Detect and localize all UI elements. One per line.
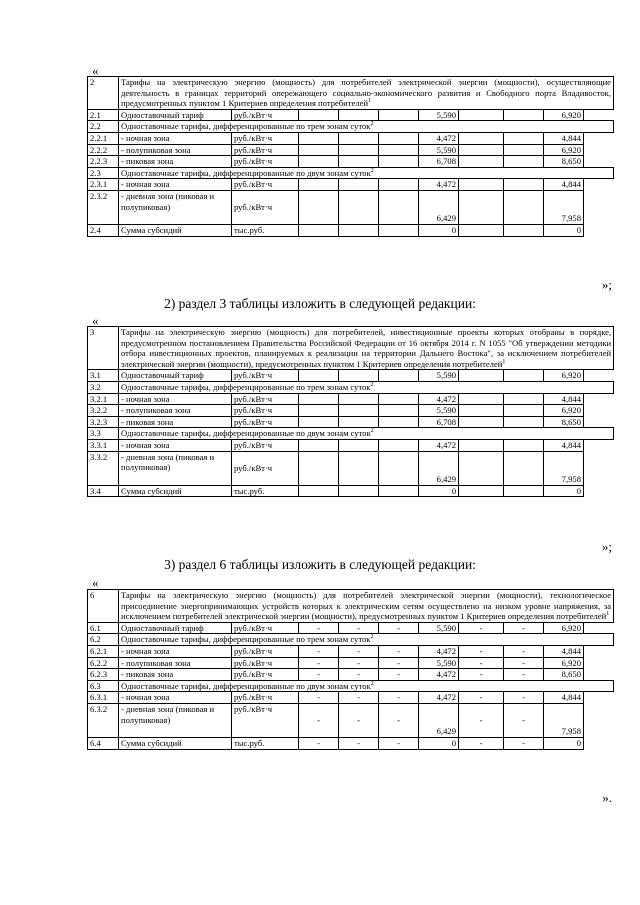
- value-cell: [459, 109, 504, 121]
- value-cell: 5,590: [419, 370, 459, 382]
- value-cell: [504, 439, 544, 451]
- value-cell: -: [339, 622, 379, 634]
- row-number: 3.2.3: [88, 416, 119, 428]
- row-number: 2.2.2: [88, 144, 119, 156]
- value-cell: -: [339, 669, 379, 681]
- value-cell: 7,958: [544, 703, 584, 737]
- value-cell: 0: [419, 224, 459, 236]
- value-cell: -: [379, 703, 419, 737]
- tariff-name: Сумма субсидий: [119, 737, 232, 749]
- table-row: [88, 370, 614, 382]
- opening-quote: «: [92, 63, 99, 78]
- value-cell: -: [459, 737, 504, 749]
- tariff-table-section-2: [87, 76, 614, 237]
- value-cell: [299, 224, 339, 236]
- value-cell: [339, 416, 379, 428]
- value-cell: 6,429: [419, 451, 459, 485]
- value-cell: 8,650: [544, 156, 584, 168]
- value-cell: -: [379, 622, 419, 634]
- value-cell: 6,920: [544, 109, 584, 121]
- value-cell: [299, 132, 339, 144]
- value-cell: [339, 393, 379, 405]
- row-number: 3.2: [88, 381, 119, 393]
- unit: руб./кВт·ч: [232, 439, 299, 451]
- subsection-title: Одноставочные тарифы, дифференцированные по трем зонам суток$^2$: [119, 121, 614, 133]
- value-cell: [299, 416, 339, 428]
- unit: руб./кВт·ч: [232, 179, 299, 191]
- value-cell: [504, 132, 544, 144]
- value-cell: -: [299, 737, 339, 749]
- value-cell: [504, 393, 544, 405]
- unit: тыс.руб.: [232, 485, 299, 497]
- value-cell: -: [339, 657, 379, 669]
- tariff-name: - полупиковая зона: [119, 405, 232, 417]
- value-cell: [339, 109, 379, 121]
- value-cell: [459, 485, 504, 497]
- unit: руб./кВт·ч: [232, 692, 299, 704]
- value-cell: -: [459, 657, 504, 669]
- row-number: 3: [88, 327, 119, 370]
- value-cell: [459, 156, 504, 168]
- value-cell: [504, 190, 544, 224]
- value-cell: 6,920: [544, 622, 584, 634]
- tariff-name: - дневная зона (пиковая и полупиковая): [119, 703, 232, 737]
- value-cell: 6,429: [419, 703, 459, 737]
- unit: руб./кВт·ч: [232, 132, 299, 144]
- tariff-name: - пиковая зона: [119, 156, 232, 168]
- tariff-name: - дневная зона (пиковая и полупиковая): [119, 451, 232, 485]
- subsection-title: Одноставочные тарифы, дифференцированные по двум зонам суток$^2$: [119, 167, 614, 179]
- value-cell: 4,844: [544, 692, 584, 704]
- value-cell: [379, 451, 419, 485]
- value-cell: -: [459, 692, 504, 704]
- value-cell: [299, 156, 339, 168]
- row-number: 3.4: [88, 485, 119, 497]
- table-row: [88, 451, 614, 485]
- value-cell: [299, 190, 339, 224]
- value-cell: -: [339, 703, 379, 737]
- tariff-name: - ночная зона: [119, 645, 232, 657]
- row-number: 6.3.1: [88, 692, 119, 704]
- footnote-marker: 2: [370, 680, 374, 687]
- value-cell: [504, 224, 544, 236]
- table-row: [88, 190, 614, 224]
- footnote-marker: 2: [370, 121, 374, 128]
- value-cell: 6,920: [544, 370, 584, 382]
- row-number: 2.2.3: [88, 156, 119, 168]
- subsection-row: [88, 634, 614, 646]
- unit: руб./кВт·ч: [232, 451, 299, 485]
- section-header-row: [88, 77, 614, 110]
- value-cell: [504, 370, 544, 382]
- tariff-name: - ночная зона: [119, 179, 232, 191]
- value-cell: -: [504, 645, 544, 657]
- value-cell: [379, 393, 419, 405]
- footnote-marker: 1: [368, 98, 372, 105]
- value-cell: [504, 109, 544, 121]
- value-cell: [504, 416, 544, 428]
- value-cell: [299, 451, 339, 485]
- value-cell: [299, 439, 339, 451]
- footnote-marker: 2: [370, 167, 374, 174]
- value-cell: [504, 144, 544, 156]
- unit: руб./кВт·ч: [232, 370, 299, 382]
- section-title: Тарифы на электрическую энергию (мощность) для потребителей, инвестиционные проекты которых отобраны в порядке, предусмотренном постановлением Правительства Российской Федерации от 16 октября 2014 г. N 1055 "Об утверждении методики отбора инвестиционных проектов, планируемых к реализации на территории Дальнего Востока", за исключением потребителей электрической энергии (мощности), предусмотренных пунктом 1 Критериев определения потребителей$^1$: [119, 327, 614, 370]
- unit: руб./кВт·ч: [232, 405, 299, 417]
- value-cell: 0: [544, 737, 584, 749]
- value-cell: [299, 144, 339, 156]
- unit: тыс.руб.: [232, 737, 299, 749]
- value-cell: [459, 224, 504, 236]
- value-cell: [339, 224, 379, 236]
- closing-quote: ».: [602, 790, 612, 805]
- unit: руб./кВт·ч: [232, 622, 299, 634]
- tariff-name: Сумма субсидий: [119, 485, 232, 497]
- footnote-marker: 2: [370, 634, 374, 641]
- value-cell: [339, 451, 379, 485]
- value-cell: 8,650: [544, 669, 584, 681]
- value-cell: [339, 485, 379, 497]
- row-number: 3.2.1: [88, 393, 119, 405]
- row-number: 6.4: [88, 737, 119, 749]
- table-row: [88, 703, 614, 737]
- value-cell: 4,844: [544, 132, 584, 144]
- value-cell: -: [459, 669, 504, 681]
- value-cell: -: [459, 703, 504, 737]
- value-cell: -: [339, 737, 379, 749]
- value-cell: -: [379, 657, 419, 669]
- row-number: 6.2.1: [88, 645, 119, 657]
- value-cell: -: [379, 737, 419, 749]
- value-cell: 7,958: [544, 451, 584, 485]
- value-cell: 5,590: [419, 405, 459, 417]
- row-number: 6.3.2: [88, 703, 119, 737]
- value-cell: 5,590: [419, 657, 459, 669]
- value-cell: -: [299, 657, 339, 669]
- value-cell: [339, 156, 379, 168]
- table-row: [88, 737, 614, 749]
- tariff-name: - ночная зона: [119, 393, 232, 405]
- closing-quote: »;: [601, 277, 612, 292]
- value-cell: [379, 132, 419, 144]
- value-cell: [339, 405, 379, 417]
- row-number: 2.2.1: [88, 132, 119, 144]
- value-cell: 4,472: [419, 179, 459, 191]
- row-number: 2.3.1: [88, 179, 119, 191]
- row-number: 6.3: [88, 680, 119, 692]
- value-cell: [379, 224, 419, 236]
- value-cell: [339, 439, 379, 451]
- value-cell: -: [299, 669, 339, 681]
- value-cell: [379, 144, 419, 156]
- value-cell: [459, 439, 504, 451]
- row-number: 6.2: [88, 634, 119, 646]
- value-cell: 6,708: [419, 416, 459, 428]
- value-cell: 4,844: [544, 645, 584, 657]
- value-cell: -: [379, 669, 419, 681]
- subsection-title: Одноставочные тарифы, дифференцированные по трем зонам суток$^2$: [119, 634, 614, 646]
- value-cell: [339, 144, 379, 156]
- value-cell: [379, 190, 419, 224]
- row-number: 2.1: [88, 109, 119, 121]
- table-row: [88, 657, 614, 669]
- subsection-title: Одноставочные тарифы, дифференцированные по двум зонам суток$^2$: [119, 428, 614, 440]
- value-cell: 0: [544, 224, 584, 236]
- value-cell: [459, 370, 504, 382]
- value-cell: [379, 179, 419, 191]
- row-number: 2.2: [88, 121, 119, 133]
- footnote-marker: 1: [502, 358, 506, 365]
- subsection-row: [88, 381, 614, 393]
- subsection-title: Одноставочные тарифы, дифференцированные по трем зонам суток$^2$: [119, 381, 614, 393]
- value-cell: [299, 393, 339, 405]
- unit: руб./кВт·ч: [232, 669, 299, 681]
- value-cell: [339, 190, 379, 224]
- table-row: [88, 144, 614, 156]
- row-number: 3.2.2: [88, 405, 119, 417]
- unit: руб./кВт·ч: [232, 416, 299, 428]
- tariff-name: - ночная зона: [119, 132, 232, 144]
- value-cell: -: [299, 622, 339, 634]
- row-number: 2.3: [88, 167, 119, 179]
- section-heading: 2) раздел 3 таблицы изложить в следующей редакции:: [164, 296, 476, 311]
- row-number: 3.3.2: [88, 451, 119, 485]
- tariff-name: Одноставочный тариф: [119, 370, 232, 382]
- value-cell: [379, 156, 419, 168]
- value-cell: -: [459, 645, 504, 657]
- section-header-row: [88, 327, 614, 370]
- value-cell: 4,844: [544, 179, 584, 191]
- value-cell: 4,844: [544, 393, 584, 405]
- value-cell: -: [379, 692, 419, 704]
- row-number: 3.3: [88, 428, 119, 440]
- tariff-table-section-3: [87, 326, 614, 497]
- value-cell: [459, 179, 504, 191]
- unit: тыс.руб.: [232, 224, 299, 236]
- value-cell: [379, 405, 419, 417]
- value-cell: [459, 416, 504, 428]
- tariff-name: - пиковая зона: [119, 416, 232, 428]
- table-row: [88, 179, 614, 191]
- subsection-title: Одноставочные тарифы, дифференцированные по двум зонам суток$^2$: [119, 680, 614, 692]
- unit: руб./кВт·ч: [232, 645, 299, 657]
- value-cell: [504, 405, 544, 417]
- section-title: Тарифы на электрическую энергию (мощность) для потребителей электрической энергии (мощности), технологическое присоединение энергопринимающих устройств которых к электрическим сетям осуществлено на низком уровне напряжения, за исключением потребителей электрической энергии (мощности), предусмотренных пунктом 1 Критериев определения потребителей$^1$: [119, 590, 614, 623]
- value-cell: [504, 485, 544, 497]
- value-cell: [299, 485, 339, 497]
- value-cell: -: [379, 645, 419, 657]
- subsection-row: [88, 680, 614, 692]
- subsection-row: [88, 167, 614, 179]
- value-cell: [379, 370, 419, 382]
- table-row: [88, 692, 614, 704]
- value-cell: 6,429: [419, 190, 459, 224]
- tariff-name: - полупиковая зона: [119, 144, 232, 156]
- value-cell: 4,472: [419, 669, 459, 681]
- value-cell: 4,472: [419, 692, 459, 704]
- value-cell: 5,590: [419, 622, 459, 634]
- value-cell: -: [339, 645, 379, 657]
- value-cell: -: [459, 622, 504, 634]
- table-row: [88, 485, 614, 497]
- unit: руб./кВт·ч: [232, 190, 299, 224]
- value-cell: -: [504, 737, 544, 749]
- tariff-name: - дневная зона (пиковая и полупиковая): [119, 190, 232, 224]
- unit: руб./кВт·ч: [232, 657, 299, 669]
- section-header-row: [88, 590, 614, 623]
- tariff-name: - пиковая зона: [119, 669, 232, 681]
- value-cell: [299, 405, 339, 417]
- footnote-marker: 1: [606, 611, 610, 618]
- unit: руб./кВт·ч: [232, 703, 299, 737]
- value-cell: [459, 405, 504, 417]
- value-cell: [379, 416, 419, 428]
- table-row: [88, 669, 614, 681]
- section-heading: 3) раздел 6 таблицы изложить в следующей редакции:: [164, 557, 476, 572]
- unit: руб./кВт·ч: [232, 156, 299, 168]
- value-cell: -: [339, 692, 379, 704]
- table-row: [88, 645, 614, 657]
- tariff-name: - полупиковая зона: [119, 657, 232, 669]
- value-cell: [339, 132, 379, 144]
- row-number: 2.3.2: [88, 190, 119, 224]
- value-cell: 4,844: [544, 439, 584, 451]
- row-number: 6.2.2: [88, 657, 119, 669]
- table-row: [88, 109, 614, 121]
- value-cell: 6,920: [544, 144, 584, 156]
- value-cell: [379, 439, 419, 451]
- value-cell: [339, 370, 379, 382]
- value-cell: 0: [419, 485, 459, 497]
- value-cell: 4,472: [419, 132, 459, 144]
- value-cell: 5,590: [419, 109, 459, 121]
- value-cell: 4,472: [419, 439, 459, 451]
- opening-quote: «: [92, 313, 99, 328]
- tariff-name: - ночная зона: [119, 439, 232, 451]
- unit: руб./кВт·ч: [232, 144, 299, 156]
- row-number: 6.1: [88, 622, 119, 634]
- opening-quote: «: [92, 575, 99, 590]
- table-row: [88, 439, 614, 451]
- footnote-marker: 2: [370, 382, 374, 389]
- table-row: [88, 224, 614, 236]
- value-cell: -: [504, 703, 544, 737]
- subsection-row: [88, 121, 614, 133]
- value-cell: [504, 451, 544, 485]
- row-number: 2.4: [88, 224, 119, 236]
- tariff-name: Одноставочный тариф: [119, 622, 232, 634]
- value-cell: [504, 179, 544, 191]
- value-cell: [459, 144, 504, 156]
- value-cell: [299, 109, 339, 121]
- footnote-marker: 2: [370, 428, 374, 435]
- value-cell: -: [299, 703, 339, 737]
- value-cell: -: [299, 692, 339, 704]
- value-cell: [299, 179, 339, 191]
- value-cell: 7,958: [544, 190, 584, 224]
- value-cell: [339, 179, 379, 191]
- value-cell: 6,708: [419, 156, 459, 168]
- tariff-name: Одноставочный тариф: [119, 109, 232, 121]
- value-cell: [379, 109, 419, 121]
- tariff-table-section-6: [87, 589, 614, 750]
- closing-quote: »;: [601, 539, 612, 554]
- tariff-name: - ночная зона: [119, 692, 232, 704]
- value-cell: -: [504, 692, 544, 704]
- value-cell: -: [504, 622, 544, 634]
- tariff-name: Сумма субсидий: [119, 224, 232, 236]
- value-cell: 4,472: [419, 645, 459, 657]
- row-number: 6.2.3: [88, 669, 119, 681]
- unit: руб./кВт·ч: [232, 109, 299, 121]
- value-cell: [504, 156, 544, 168]
- subsection-row: [88, 428, 614, 440]
- table-row: [88, 405, 614, 417]
- table-row: [88, 622, 614, 634]
- value-cell: 8,650: [544, 416, 584, 428]
- row-number: 3.1: [88, 370, 119, 382]
- value-cell: [379, 485, 419, 497]
- table-row: [88, 132, 614, 144]
- table-row: [88, 156, 614, 168]
- value-cell: 0: [544, 485, 584, 497]
- unit: руб./кВт·ч: [232, 393, 299, 405]
- value-cell: 0: [419, 737, 459, 749]
- value-cell: -: [504, 657, 544, 669]
- row-number: 3.3.1: [88, 439, 119, 451]
- value-cell: 5,590: [419, 144, 459, 156]
- value-cell: [459, 393, 504, 405]
- row-number: 6: [88, 590, 119, 623]
- row-number: 2: [88, 77, 119, 110]
- value-cell: -: [504, 669, 544, 681]
- value-cell: -: [299, 645, 339, 657]
- value-cell: 6,920: [544, 405, 584, 417]
- value-cell: 6,920: [544, 657, 584, 669]
- table-row: [88, 393, 614, 405]
- value-cell: 4,472: [419, 393, 459, 405]
- value-cell: [459, 132, 504, 144]
- table-row: [88, 416, 614, 428]
- value-cell: [459, 190, 504, 224]
- value-cell: [299, 370, 339, 382]
- value-cell: [459, 451, 504, 485]
- section-title: Тарифы на электрическую энергию (мощность) для потребителей электрической энергии (мощности), осуществляющие деятельность в границах территорий опережающего социально-экономического развития и Свободного порта Владивосток, предусмотренных пунктом 1 Критериев определения потребителей$^1$: [119, 77, 614, 110]
